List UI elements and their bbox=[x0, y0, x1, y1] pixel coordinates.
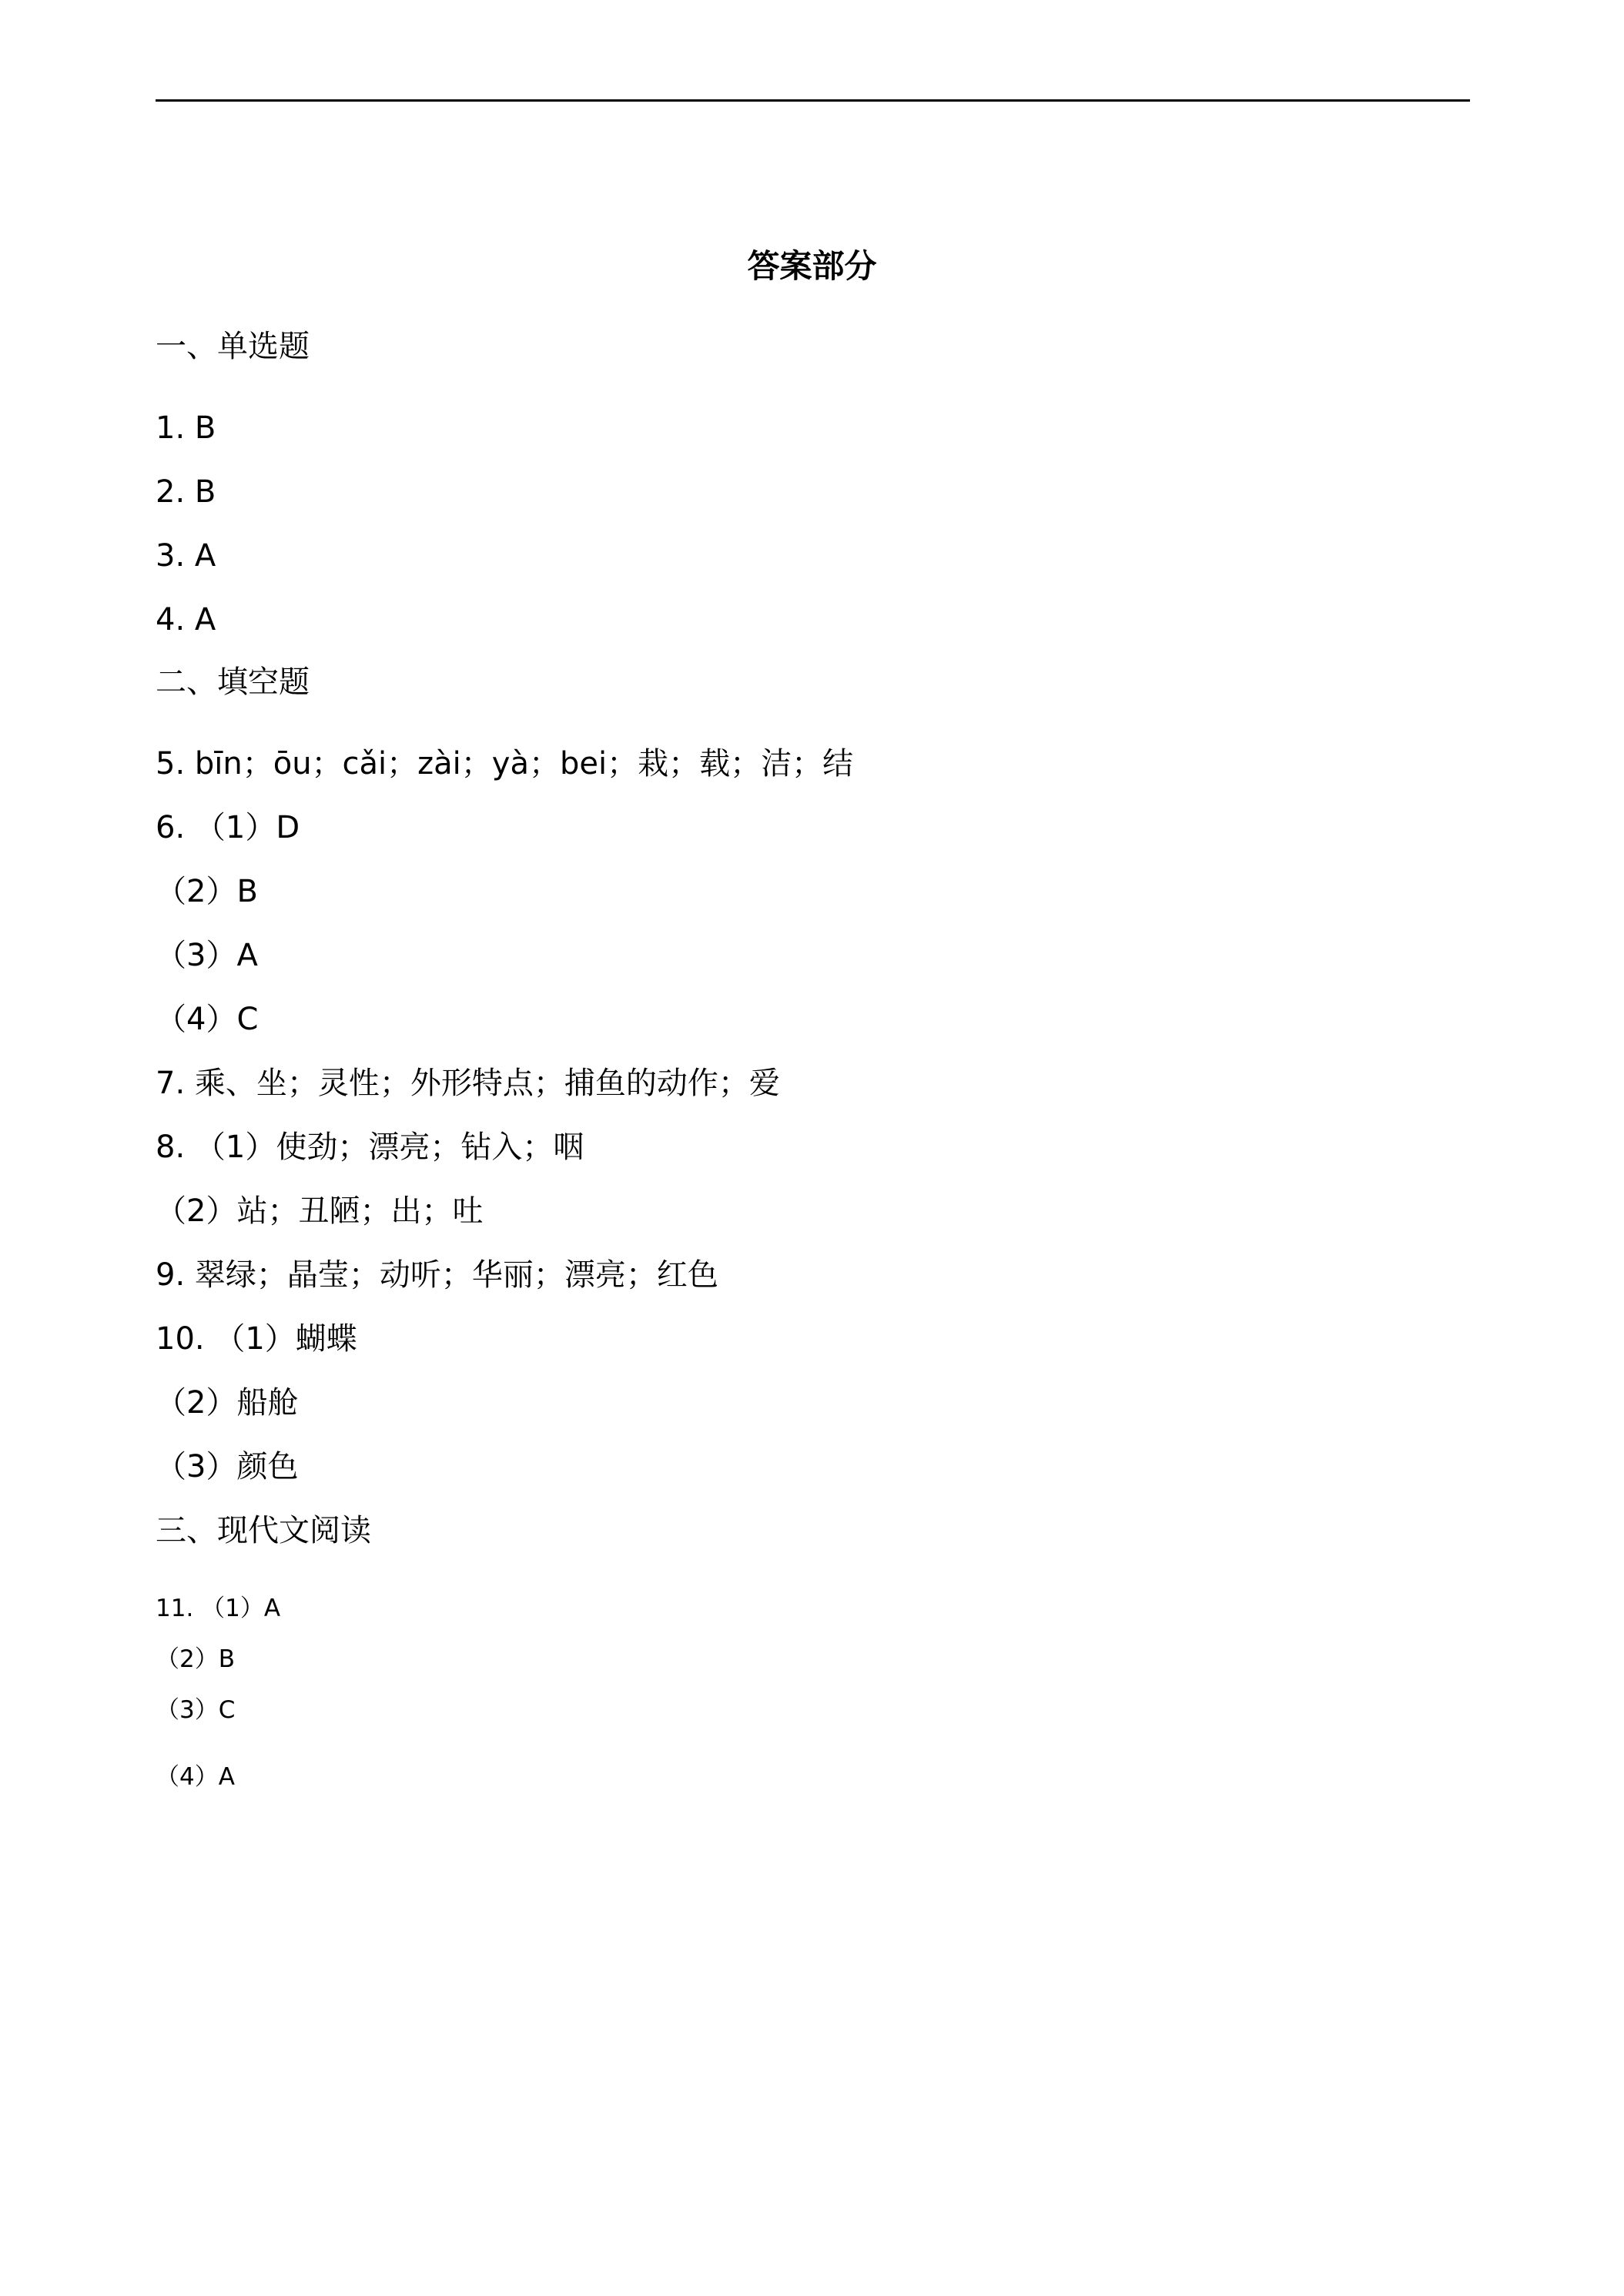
answer-line: 3. A bbox=[156, 538, 216, 574]
answer-line: 5. bīn；ōu；cǎi；zài；yà；bei；栽；载；洁；结 bbox=[156, 746, 854, 782]
answer-line: 4. A bbox=[156, 602, 216, 638]
answer-line: （4）C bbox=[156, 1002, 259, 1037]
answer-line: 7. 乘、坐；灵性；外形特点；捕鱼的动作；爱 bbox=[156, 1066, 780, 1101]
answer-line: 8. （1）使劲；漂亮；钻入；咽 bbox=[156, 1130, 584, 1165]
header-rule bbox=[156, 99, 1470, 102]
section-heading-modern-reading: 三、现代文阅读 bbox=[156, 1513, 371, 1548]
section-heading-single-choice: 一、单选题 bbox=[156, 329, 310, 364]
section-heading-fill-blank: 二、填空题 bbox=[156, 664, 310, 700]
answer-line: 10. （1）蝴蝶 bbox=[156, 1321, 357, 1357]
answer-line: （3）A bbox=[156, 938, 258, 973]
answer-line: （2）B bbox=[156, 1645, 235, 1673]
answer-line: （2）站；丑陋；出；吐 bbox=[156, 1193, 484, 1229]
answer-line: （3）颜色 bbox=[156, 1449, 299, 1484]
answer-line: 11. （1）A bbox=[156, 1595, 281, 1622]
answer-line: （3）C bbox=[156, 1696, 236, 1724]
answer-line: 2. B bbox=[156, 474, 216, 510]
answer-line: （2）B bbox=[156, 874, 258, 909]
page-title: 答案部分 bbox=[747, 247, 877, 285]
answer-line: （4）A bbox=[156, 1763, 235, 1791]
answer-line: 9. 翠绿；晶莹；动听；华丽；漂亮；红色 bbox=[156, 1257, 718, 1293]
answer-line: 6. （1）D bbox=[156, 810, 300, 845]
answer-line: 1. B bbox=[156, 410, 216, 446]
answer-line: （2）船舱 bbox=[156, 1385, 299, 1421]
